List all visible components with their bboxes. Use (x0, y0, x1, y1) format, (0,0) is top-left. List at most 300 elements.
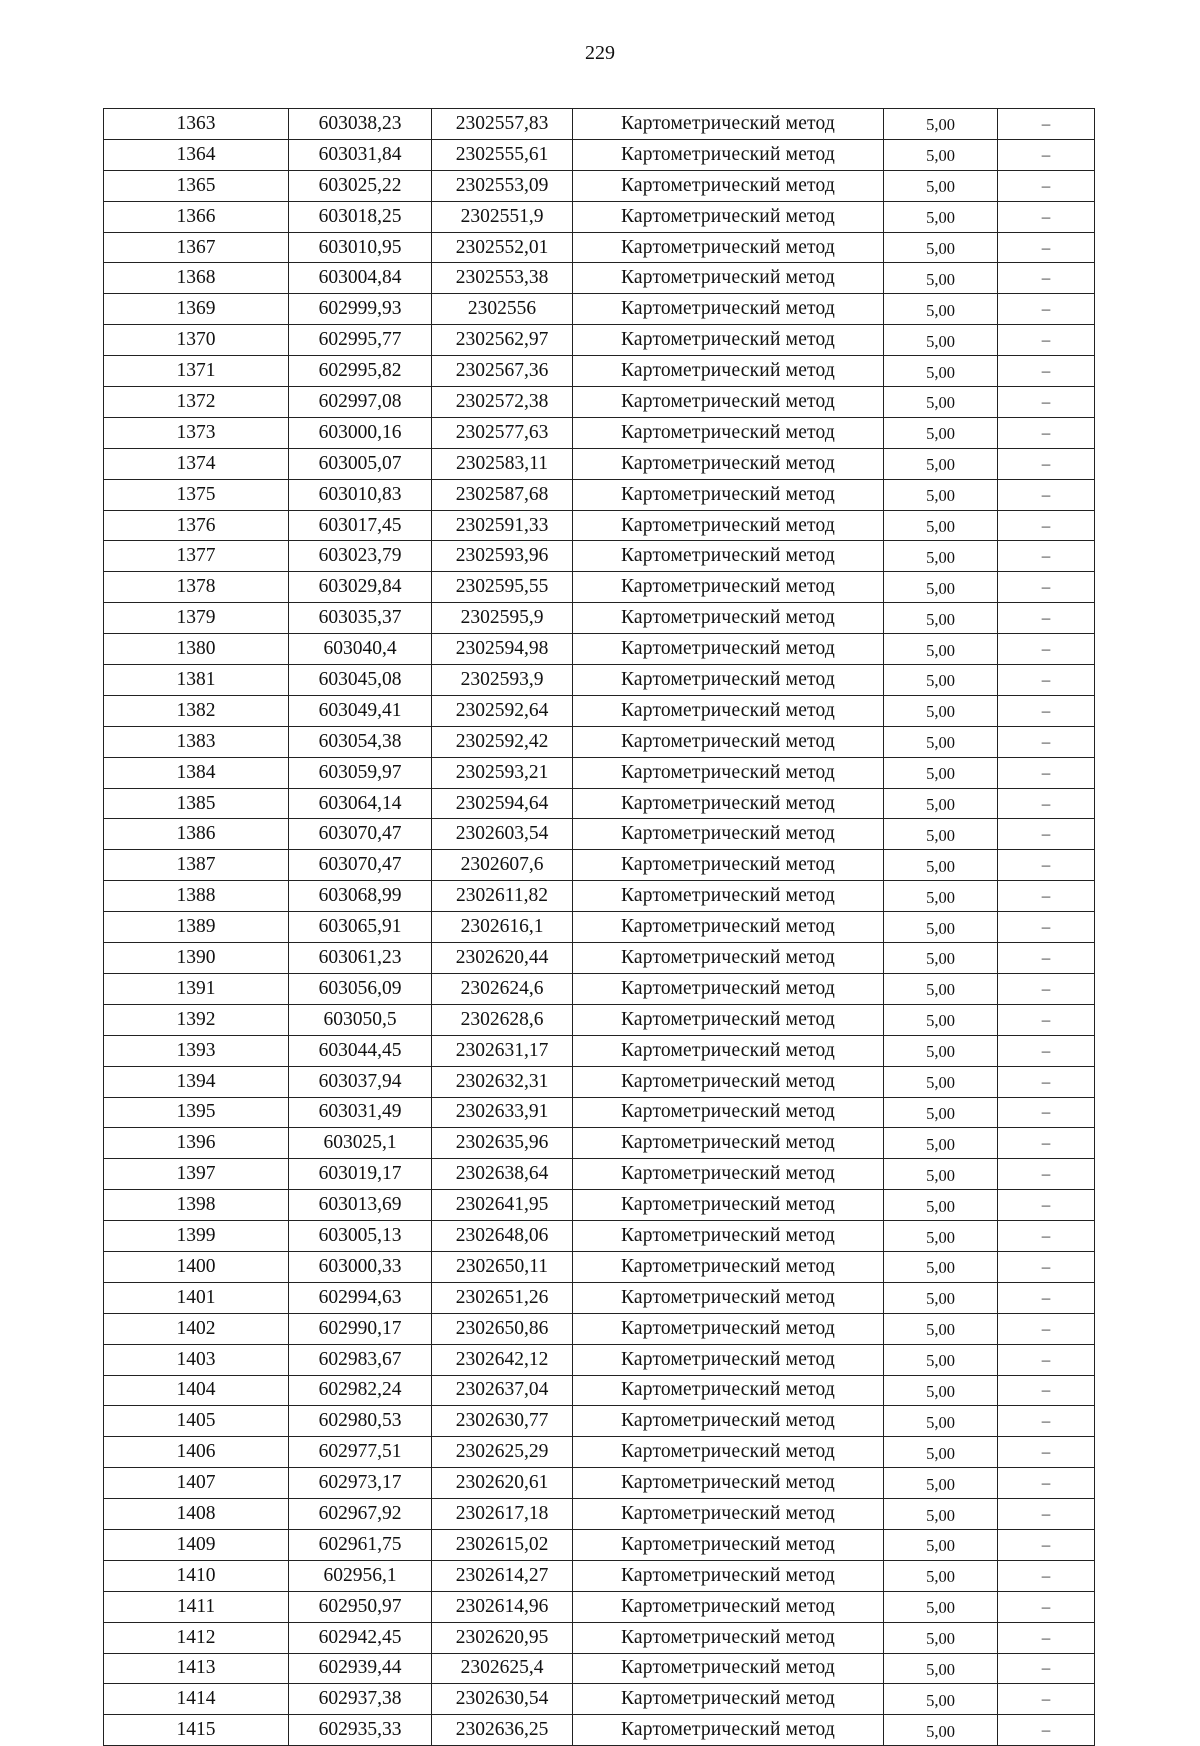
accuracy-cell: 5,00 (884, 201, 998, 232)
method-cell: Картометрический метод (573, 294, 884, 325)
x-coordinate-cell: 603049,41 (289, 695, 432, 726)
x-coordinate-cell: 603017,45 (289, 510, 432, 541)
table-row (104, 757, 1095, 788)
y-coordinate-cell: 2302648,06 (432, 1221, 573, 1252)
y-coordinate-cell: 2302637,04 (432, 1375, 573, 1406)
y-coordinate-cell: 2302555,61 (432, 139, 573, 170)
table-row (104, 1375, 1095, 1406)
y-coordinate-cell: 2302587,68 (432, 479, 573, 510)
y-coordinate-cell: 2302593,9 (432, 665, 573, 696)
y-coordinate-cell: 2302614,27 (432, 1560, 573, 1591)
x-coordinate-cell: 603044,45 (289, 1035, 432, 1066)
description-cell: – (998, 448, 1095, 479)
y-coordinate-cell: 2302632,31 (432, 1066, 573, 1097)
accuracy-cell: 5,00 (884, 1375, 998, 1406)
y-coordinate-cell: 2302591,33 (432, 510, 573, 541)
description-cell: – (998, 1375, 1095, 1406)
point-number-cell: 1405 (104, 1406, 289, 1437)
x-coordinate-cell: 602980,53 (289, 1406, 432, 1437)
accuracy-cell: 5,00 (884, 1560, 998, 1591)
point-number-cell: 1381 (104, 665, 289, 696)
table-row (104, 1653, 1095, 1684)
x-coordinate-cell: 602939,44 (289, 1653, 432, 1684)
accuracy-cell: 5,00 (884, 1251, 998, 1282)
description-cell: – (998, 1313, 1095, 1344)
description-cell: – (998, 356, 1095, 387)
description-cell: – (998, 1560, 1095, 1591)
accuracy-cell: 5,00 (884, 1097, 998, 1128)
point-number-cell: 1380 (104, 634, 289, 665)
method-cell: Картометрический метод (573, 1529, 884, 1560)
method-cell: Картометрический метод (573, 541, 884, 572)
description-cell: – (998, 665, 1095, 696)
accuracy-cell: 5,00 (884, 417, 998, 448)
description-cell: – (998, 1529, 1095, 1560)
accuracy-cell: 5,00 (884, 881, 998, 912)
x-coordinate-cell: 602997,08 (289, 387, 432, 418)
table-row (104, 1622, 1095, 1653)
x-coordinate-cell: 603040,4 (289, 634, 432, 665)
method-cell: Картометрический метод (573, 726, 884, 757)
x-coordinate-cell: 602937,38 (289, 1684, 432, 1715)
accuracy-cell: 5,00 (884, 850, 998, 881)
y-coordinate-cell: 2302636,25 (432, 1715, 573, 1746)
point-number-cell: 1395 (104, 1097, 289, 1128)
table-row (104, 1282, 1095, 1313)
description-cell: – (998, 1591, 1095, 1622)
description-cell: – (998, 1499, 1095, 1530)
method-cell: Картометрический метод (573, 1035, 884, 1066)
table-row (104, 232, 1095, 263)
x-coordinate-cell: 602973,17 (289, 1468, 432, 1499)
x-coordinate-cell: 603018,25 (289, 201, 432, 232)
description-cell: – (998, 943, 1095, 974)
accuracy-cell: 5,00 (884, 1406, 998, 1437)
point-number-cell: 1389 (104, 912, 289, 943)
method-cell: Картометрический метод (573, 665, 884, 696)
method-cell: Картометрический метод (573, 1375, 884, 1406)
accuracy-cell: 5,00 (884, 1622, 998, 1653)
accuracy-cell: 5,00 (884, 1190, 998, 1221)
x-coordinate-cell: 603061,23 (289, 943, 432, 974)
x-coordinate-cell: 603029,84 (289, 572, 432, 603)
point-number-cell: 1399 (104, 1221, 289, 1252)
point-number-cell: 1384 (104, 757, 289, 788)
accuracy-cell: 5,00 (884, 695, 998, 726)
table-row (104, 325, 1095, 356)
table-row (104, 510, 1095, 541)
accuracy-cell: 5,00 (884, 510, 998, 541)
table-row (104, 201, 1095, 232)
table-row (104, 1066, 1095, 1097)
y-coordinate-cell: 2302617,18 (432, 1499, 573, 1530)
description-cell: – (998, 232, 1095, 263)
x-coordinate-cell: 603025,22 (289, 170, 432, 201)
point-number-cell: 1402 (104, 1313, 289, 1344)
accuracy-cell: 5,00 (884, 1653, 998, 1684)
accuracy-cell: 5,00 (884, 819, 998, 850)
accuracy-cell: 5,00 (884, 139, 998, 170)
table-row (104, 170, 1095, 201)
y-coordinate-cell: 2302624,6 (432, 973, 573, 1004)
accuracy-cell: 5,00 (884, 1221, 998, 1252)
description-cell: – (998, 634, 1095, 665)
table-row (104, 1159, 1095, 1190)
table-row (104, 1560, 1095, 1591)
y-coordinate-cell: 2302552,01 (432, 232, 573, 263)
method-cell: Картометрический метод (573, 1097, 884, 1128)
x-coordinate-cell: 602995,82 (289, 356, 432, 387)
x-coordinate-cell: 603019,17 (289, 1159, 432, 1190)
table-row (104, 819, 1095, 850)
y-coordinate-cell: 2302595,9 (432, 603, 573, 634)
method-cell: Картометрический метод (573, 1221, 884, 1252)
description-cell: – (998, 510, 1095, 541)
table-row (104, 1715, 1095, 1746)
description-cell: – (998, 1035, 1095, 1066)
point-number-cell: 1414 (104, 1684, 289, 1715)
point-number-cell: 1386 (104, 819, 289, 850)
table-row (104, 1221, 1095, 1252)
accuracy-cell: 5,00 (884, 170, 998, 201)
x-coordinate-cell: 602961,75 (289, 1529, 432, 1560)
x-coordinate-cell: 602995,77 (289, 325, 432, 356)
accuracy-cell: 5,00 (884, 634, 998, 665)
method-cell: Картометрический метод (573, 1715, 884, 1746)
x-coordinate-cell: 602967,92 (289, 1499, 432, 1530)
method-cell: Картометрический метод (573, 912, 884, 943)
table-row (104, 1251, 1095, 1282)
y-coordinate-cell: 2302583,11 (432, 448, 573, 479)
x-coordinate-cell: 603045,08 (289, 665, 432, 696)
accuracy-cell: 5,00 (884, 943, 998, 974)
accuracy-cell: 5,00 (884, 665, 998, 696)
method-cell: Картометрический метод (573, 417, 884, 448)
y-coordinate-cell: 2302642,12 (432, 1344, 573, 1375)
table-row (104, 665, 1095, 696)
point-number-cell: 1401 (104, 1282, 289, 1313)
table-row (104, 850, 1095, 881)
point-number-cell: 1375 (104, 479, 289, 510)
x-coordinate-cell: 603056,09 (289, 973, 432, 1004)
method-cell: Картометрический метод (573, 1251, 884, 1282)
point-number-cell: 1387 (104, 850, 289, 881)
accuracy-cell: 5,00 (884, 1035, 998, 1066)
y-coordinate-cell: 2302593,21 (432, 757, 573, 788)
method-cell: Картометрический метод (573, 510, 884, 541)
point-number-cell: 1397 (104, 1159, 289, 1190)
accuracy-cell: 5,00 (884, 1437, 998, 1468)
y-coordinate-cell: 2302638,64 (432, 1159, 573, 1190)
point-number-cell: 1379 (104, 603, 289, 634)
accuracy-cell: 5,00 (884, 479, 998, 510)
x-coordinate-cell: 603037,94 (289, 1066, 432, 1097)
x-coordinate-cell: 602956,1 (289, 1560, 432, 1591)
x-coordinate-cell: 602990,17 (289, 1313, 432, 1344)
description-cell: – (998, 1684, 1095, 1715)
x-coordinate-cell: 603035,37 (289, 603, 432, 634)
table-row (104, 726, 1095, 757)
table-row (104, 1004, 1095, 1035)
description-cell: – (998, 541, 1095, 572)
x-coordinate-cell: 602950,97 (289, 1591, 432, 1622)
method-cell: Картометрический метод (573, 1622, 884, 1653)
point-number-cell: 1368 (104, 263, 289, 294)
x-coordinate-cell: 603010,83 (289, 479, 432, 510)
description-cell: – (998, 1468, 1095, 1499)
point-number-cell: 1404 (104, 1375, 289, 1406)
point-number-cell: 1388 (104, 881, 289, 912)
x-coordinate-cell: 603050,5 (289, 1004, 432, 1035)
x-coordinate-cell: 603031,84 (289, 139, 432, 170)
point-number-cell: 1370 (104, 325, 289, 356)
description-cell: – (998, 912, 1095, 943)
table-row (104, 1684, 1095, 1715)
x-coordinate-cell: 603005,07 (289, 448, 432, 479)
y-coordinate-cell: 2302650,11 (432, 1251, 573, 1282)
description-cell: – (998, 819, 1095, 850)
point-number-cell: 1400 (104, 1251, 289, 1282)
point-number-cell: 1410 (104, 1560, 289, 1591)
method-cell: Картометрический метод (573, 973, 884, 1004)
table-row (104, 294, 1095, 325)
point-number-cell: 1385 (104, 788, 289, 819)
y-coordinate-cell: 2302641,95 (432, 1190, 573, 1221)
accuracy-cell: 5,00 (884, 973, 998, 1004)
x-coordinate-cell: 603013,69 (289, 1190, 432, 1221)
description-cell: – (998, 850, 1095, 881)
accuracy-cell: 5,00 (884, 387, 998, 418)
description-cell: – (998, 263, 1095, 294)
point-number-cell: 1363 (104, 109, 289, 140)
table-row (104, 263, 1095, 294)
description-cell: – (998, 109, 1095, 140)
x-coordinate-cell: 602942,45 (289, 1622, 432, 1653)
description-cell: – (998, 1004, 1095, 1035)
table-row (104, 912, 1095, 943)
y-coordinate-cell: 2302594,98 (432, 634, 573, 665)
x-coordinate-cell: 603000,33 (289, 1251, 432, 1282)
description-cell: – (998, 201, 1095, 232)
y-coordinate-cell: 2302557,83 (432, 109, 573, 140)
x-coordinate-cell: 602935,33 (289, 1715, 432, 1746)
method-cell: Картометрический метод (573, 1282, 884, 1313)
y-coordinate-cell: 2302593,96 (432, 541, 573, 572)
y-coordinate-cell: 2302630,54 (432, 1684, 573, 1715)
table-row (104, 1344, 1095, 1375)
table-row (104, 1499, 1095, 1530)
accuracy-cell: 5,00 (884, 1468, 998, 1499)
x-coordinate-cell: 603005,13 (289, 1221, 432, 1252)
y-coordinate-cell: 2302592,64 (432, 695, 573, 726)
method-cell: Картометрический метод (573, 1190, 884, 1221)
method-cell: Картометрический метод (573, 1468, 884, 1499)
method-cell: Картометрический метод (573, 448, 884, 479)
description-cell: – (998, 1715, 1095, 1746)
method-cell: Картометрический метод (573, 1406, 884, 1437)
accuracy-cell: 5,00 (884, 757, 998, 788)
method-cell: Картометрический метод (573, 757, 884, 788)
point-number-cell: 1406 (104, 1437, 289, 1468)
description-cell: – (998, 1221, 1095, 1252)
page-number: 229 (585, 42, 615, 64)
description-cell: – (998, 1190, 1095, 1221)
point-number-cell: 1382 (104, 695, 289, 726)
x-coordinate-cell: 602982,24 (289, 1375, 432, 1406)
method-cell: Картометрический метод (573, 1344, 884, 1375)
table-row (104, 109, 1095, 140)
table-row (104, 1097, 1095, 1128)
point-number-cell: 1369 (104, 294, 289, 325)
y-coordinate-cell: 2302603,54 (432, 819, 573, 850)
point-number-cell: 1376 (104, 510, 289, 541)
x-coordinate-cell: 602983,67 (289, 1344, 432, 1375)
x-coordinate-cell: 603059,97 (289, 757, 432, 788)
table-row (104, 973, 1095, 1004)
description-cell: – (998, 788, 1095, 819)
y-coordinate-cell: 2302553,38 (432, 263, 573, 294)
point-number-cell: 1392 (104, 1004, 289, 1035)
description-cell: – (998, 1159, 1095, 1190)
y-coordinate-cell: 2302625,29 (432, 1437, 573, 1468)
y-coordinate-cell: 2302556 (432, 294, 573, 325)
description-cell: – (998, 1344, 1095, 1375)
method-cell: Картометрический метод (573, 1159, 884, 1190)
accuracy-cell: 5,00 (884, 1715, 998, 1746)
description-cell: – (998, 1282, 1095, 1313)
y-coordinate-cell: 2302572,38 (432, 387, 573, 418)
description-cell: – (998, 572, 1095, 603)
point-number-cell: 1413 (104, 1653, 289, 1684)
x-coordinate-cell: 602977,51 (289, 1437, 432, 1468)
y-coordinate-cell: 2302650,86 (432, 1313, 573, 1344)
description-cell: – (998, 479, 1095, 510)
method-cell: Картометрический метод (573, 1591, 884, 1622)
method-cell: Картометрический метод (573, 1653, 884, 1684)
point-number-cell: 1393 (104, 1035, 289, 1066)
point-number-cell: 1394 (104, 1066, 289, 1097)
y-coordinate-cell: 2302551,9 (432, 201, 573, 232)
point-number-cell: 1367 (104, 232, 289, 263)
point-number-cell: 1364 (104, 139, 289, 170)
accuracy-cell: 5,00 (884, 1004, 998, 1035)
accuracy-cell: 5,00 (884, 1591, 998, 1622)
point-number-cell: 1378 (104, 572, 289, 603)
method-cell: Картометрический метод (573, 1684, 884, 1715)
accuracy-cell: 5,00 (884, 603, 998, 634)
method-cell: Картометрический метод (573, 634, 884, 665)
x-coordinate-cell: 602999,93 (289, 294, 432, 325)
method-cell: Картометрический метод (573, 788, 884, 819)
table-row (104, 139, 1095, 170)
x-coordinate-cell: 603031,49 (289, 1097, 432, 1128)
point-number-cell: 1412 (104, 1622, 289, 1653)
accuracy-cell: 5,00 (884, 109, 998, 140)
point-number-cell: 1373 (104, 417, 289, 448)
point-number-cell: 1411 (104, 1591, 289, 1622)
y-coordinate-cell: 2302562,97 (432, 325, 573, 356)
point-number-cell: 1365 (104, 170, 289, 201)
method-cell: Картометрический метод (573, 1066, 884, 1097)
description-cell: – (998, 387, 1095, 418)
point-number-cell: 1371 (104, 356, 289, 387)
x-coordinate-cell: 603064,14 (289, 788, 432, 819)
y-coordinate-cell: 2302607,6 (432, 850, 573, 881)
y-coordinate-cell: 2302620,61 (432, 1468, 573, 1499)
y-coordinate-cell: 2302625,4 (432, 1653, 573, 1684)
description-cell: – (998, 170, 1095, 201)
method-cell: Картометрический метод (573, 695, 884, 726)
method-cell: Картометрический метод (573, 387, 884, 418)
y-coordinate-cell: 2302611,82 (432, 881, 573, 912)
x-coordinate-cell: 603068,99 (289, 881, 432, 912)
accuracy-cell: 5,00 (884, 912, 998, 943)
point-number-cell: 1403 (104, 1344, 289, 1375)
point-number-cell: 1415 (104, 1715, 289, 1746)
description-cell: – (998, 1406, 1095, 1437)
table-row (104, 1591, 1095, 1622)
table-row (104, 417, 1095, 448)
description-cell: – (998, 603, 1095, 634)
coordinates-table-body (104, 109, 1095, 1746)
method-cell: Картометрический метод (573, 263, 884, 294)
table-row (104, 1035, 1095, 1066)
description-cell: – (998, 139, 1095, 170)
description-cell: – (998, 973, 1095, 1004)
table-row (104, 788, 1095, 819)
x-coordinate-cell: 603010,95 (289, 232, 432, 263)
table-row (104, 881, 1095, 912)
accuracy-cell: 5,00 (884, 572, 998, 603)
accuracy-cell: 5,00 (884, 1313, 998, 1344)
point-number-cell: 1398 (104, 1190, 289, 1221)
y-coordinate-cell: 2302615,02 (432, 1529, 573, 1560)
method-cell: Картометрический метод (573, 356, 884, 387)
table-row (104, 1468, 1095, 1499)
accuracy-cell: 5,00 (884, 1128, 998, 1159)
x-coordinate-cell: 603023,79 (289, 541, 432, 572)
method-cell: Картометрический метод (573, 1004, 884, 1035)
description-cell: – (998, 1066, 1095, 1097)
y-coordinate-cell: 2302633,91 (432, 1097, 573, 1128)
y-coordinate-cell: 2302616,1 (432, 912, 573, 943)
y-coordinate-cell: 2302628,6 (432, 1004, 573, 1035)
method-cell: Картометрический метод (573, 1128, 884, 1159)
accuracy-cell: 5,00 (884, 1499, 998, 1530)
table-row (104, 448, 1095, 479)
point-number-cell: 1377 (104, 541, 289, 572)
method-cell: Картометрический метод (573, 139, 884, 170)
method-cell: Картометрический метод (573, 325, 884, 356)
x-coordinate-cell: 603070,47 (289, 850, 432, 881)
table-row (104, 1313, 1095, 1344)
table-row (104, 1128, 1095, 1159)
accuracy-cell: 5,00 (884, 1159, 998, 1190)
description-cell: – (998, 695, 1095, 726)
point-number-cell: 1372 (104, 387, 289, 418)
table-row (104, 603, 1095, 634)
table-row (104, 1529, 1095, 1560)
x-coordinate-cell: 603070,47 (289, 819, 432, 850)
point-number-cell: 1409 (104, 1529, 289, 1560)
table-row (104, 541, 1095, 572)
x-coordinate-cell: 603065,91 (289, 912, 432, 943)
description-cell: – (998, 1097, 1095, 1128)
table-row (104, 1190, 1095, 1221)
x-coordinate-cell: 603038,23 (289, 109, 432, 140)
description-cell: – (998, 417, 1095, 448)
method-cell: Картометрический метод (573, 201, 884, 232)
